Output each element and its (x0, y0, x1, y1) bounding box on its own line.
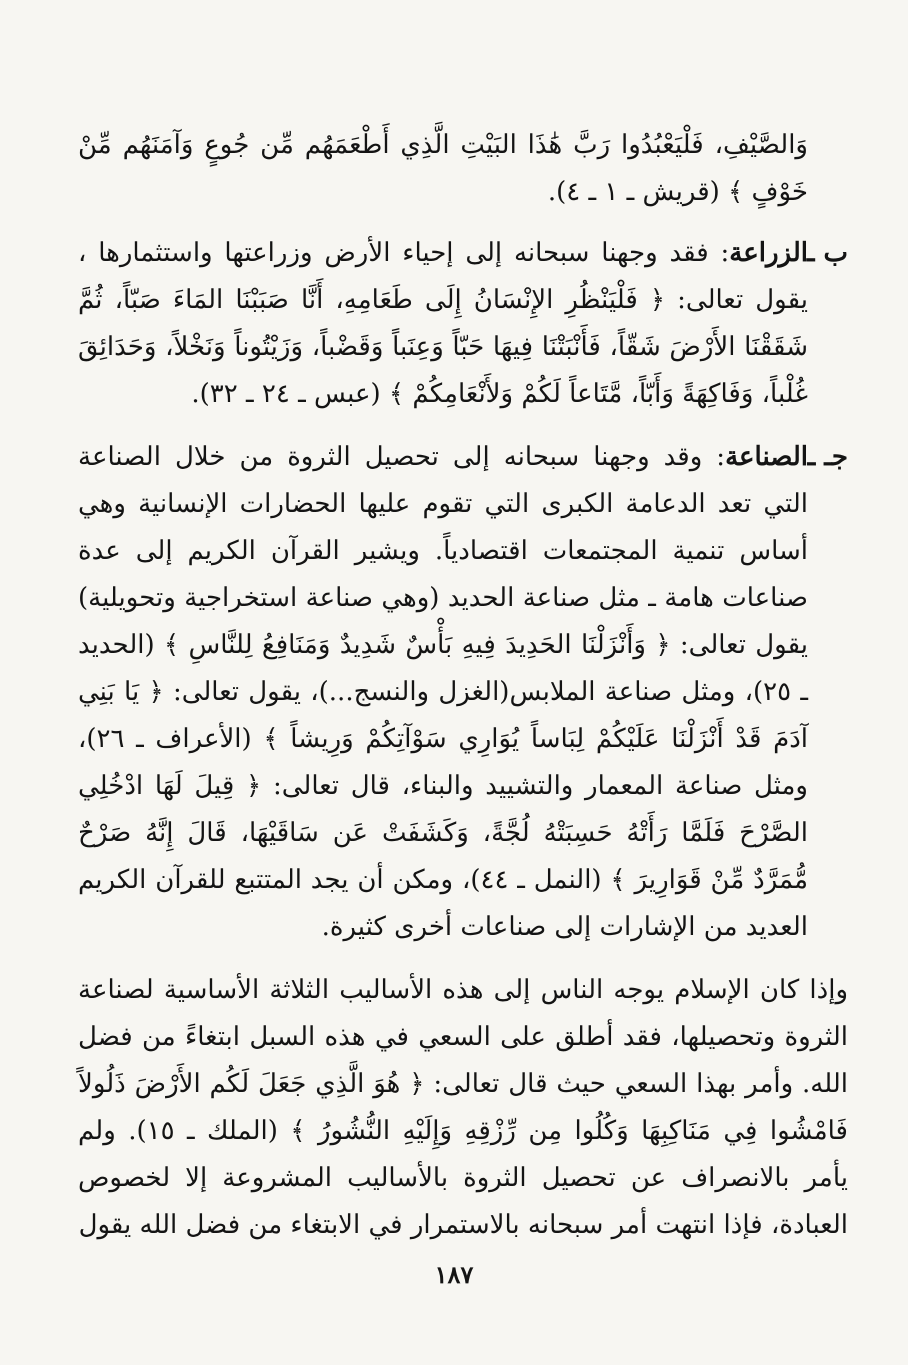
item-letter: جـ ـ (807, 442, 848, 472)
item-heading: الزراعة (729, 238, 808, 268)
item-letter: ب ـ (806, 238, 848, 268)
continuation-paragraph: وَالصَّيْفِ، فَلْيَعْبُدُوا رَبَّ هَٰذَا البَيْتِ الَّذِي أَطْعَمَهُم مِّن جُوعٍ وَآمَنَهُم مِّنْ خَوْفٍ ﴾ (قريش ـ ١ ـ ٤). (78, 130, 808, 207)
page-body (78, 122, 848, 1267)
list-item-industry (78, 434, 848, 951)
page-number: ١٨٧ (434, 1260, 474, 1289)
item-text: : فقد وجهنا سبحانه إلى إحياء الأرض وزراعتها واستثمارها ، يقول تعالى: ﴿ فَلْيَنْظُرِ الإِنْسَانُ إِلَى طَعَامِهِ، أَنَّا صَبَبْنَا المَاءَ صَبّاً، ثُمَّ شَقَقْنَا الأَرْضَ شَقّاً، فَأَنْبَتْنَا فِيهَا حَبّاً وَعِنَباً وَقَضْباً، وَزَيْتُوناً وَنَخْلاً، وَحَدَائِقَ غُلْباً، وَفَاكِهَةً وَأَبّاً، مَّتَاعاً لَكُمْ وَلأَنْعَامِكُمْ ﴾ (عبس ـ ٢٤ ـ ٣٢). (78, 238, 808, 409)
closing-paragraph: وإذا كان الإسلام يوجه الناس إلى هذه الأساليب الثلاثة الأساسية لصناعة الثروة وتحصيلها، فقد أطلق على السعي في هذه السبل ابتغاءً من فضل الله. وأمر بهذا السعي حيث قال تعالى: ﴿ هُوَ الَّذِي جَعَلَ لَكُم الأَرْضَ ذَلُولاً فَامْشُوا فِي مَنَاكِبِهَا وَكُلُوا مِن رِّزْقِهِ وَإِلَيْهِ النُّشُورُ ﴾ (الملك ـ ١٥). ولم يأمر بالانصراف عن تحصيل الثروة بالأساليب المشروعة إلا لخصوص العبادة، فإذا انتهت أمر سبحانه بالاستمرار في الابتغاء من فضل الله يقول (78, 975, 848, 1240)
item-heading: الصناعة (725, 442, 808, 472)
list-item-agriculture (78, 230, 848, 418)
item-text: : وقد وجهنا سبحانه إلى تحصيل الثروة من خلال الصناعة التي تعد الدعامة الكبرى التي تقوم عليها الحضارات الإنسانية وهي أساس تنمية المجتمعات اقتصادياً. ويشير القرآن الكريم إلى عدة صناعات هامة ـ مثل صناعة الحديد (وهي صناعة استخراجية وتحويلية) يقول تعالى: ﴿ وَأَنْزَلْنَا الحَدِيدَ فِيهِ بَأْسٌ شَدِيدٌ وَمَنَافِعُ لِلنَّاسِ ﴾ (الحديد ـ ٢٥)، ومثل صناعة الملابس(الغزل والنسج...)، يقول تعالى: ﴿ يَا بَنِي آدَمَ قَدْ أَنْزَلْنَا عَلَيْكُمْ لِبَاساً يُوَارِي سَوْآتِكُمْ وَرِيشاً ﴾ (الأعراف ـ ٢٦)، ومثل صناعة المعمار والتشييد والبناء، قال تعالى: ﴿ قِيلَ لَهَا ادْخُلِي الصَّرْحَ فَلَمَّا رَأَتْهُ حَسِبَتْهُ لُجَّةً، وَكَشَفَتْ عَن سَاقَيْهَا، قَالَ إِنَّهُ صَرْحٌ مُّمَرَّدٌ مِّنْ قَوَارِيرَ ﴾ (النمل ـ ٤٤)، ومكن أن يجد المتتبع للقرآن الكريم العديد من الإشارات إلى صناعات أخرى كثيرة. (78, 442, 808, 942)
